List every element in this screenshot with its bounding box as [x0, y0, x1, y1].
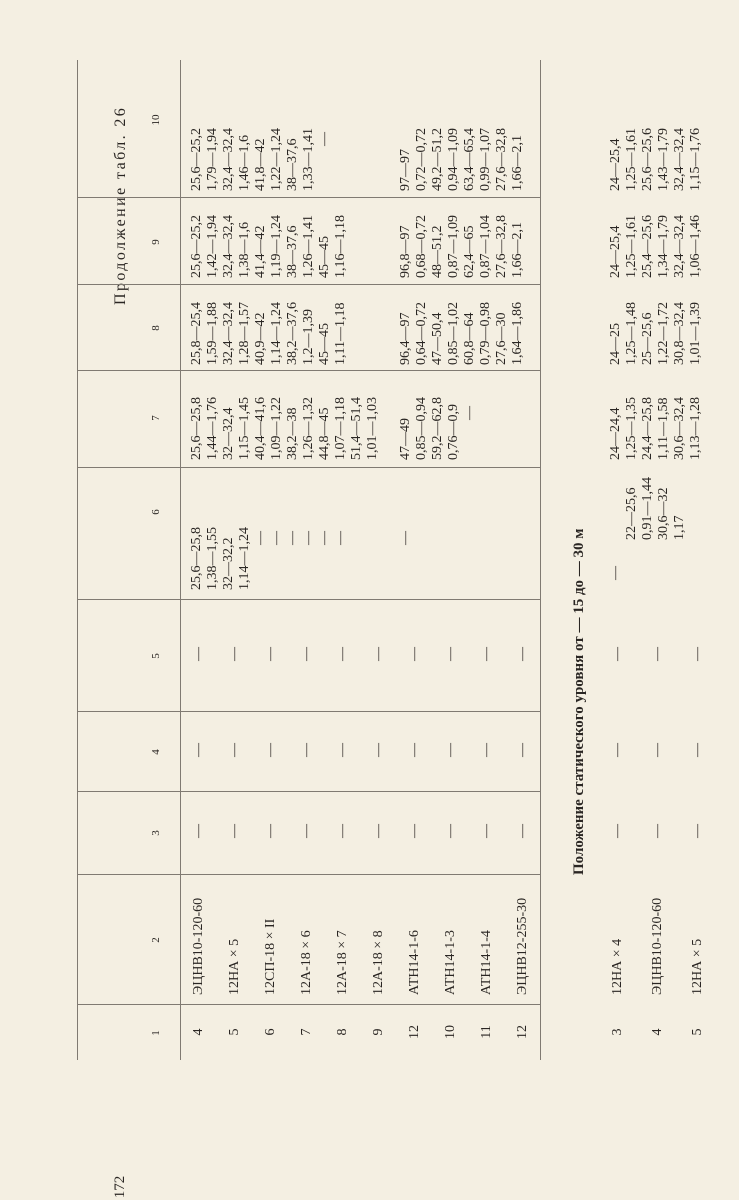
col-divider — [77, 599, 540, 600]
cell-col4: — — [263, 743, 278, 757]
cell-col3: — — [515, 824, 530, 838]
cell-col3: — — [299, 824, 314, 838]
row-number: 11 — [479, 1025, 494, 1039]
row-number: 4 — [191, 1028, 206, 1036]
cell-col3: — — [610, 824, 625, 838]
cell-col4: — — [191, 743, 206, 757]
cell-col4: — — [443, 743, 458, 757]
col-divider — [77, 1004, 540, 1005]
cell-col4: — — [690, 743, 705, 757]
table-continuation-header: Продолжение табл. 26 — [112, 105, 129, 305]
cell-col3: — — [690, 824, 705, 838]
column-number: 9 — [150, 239, 162, 245]
pump-type: 12НА × 5 — [227, 938, 242, 995]
pump-type: АТН14-1-3 — [443, 930, 458, 995]
column-number: 8 — [150, 325, 162, 331]
cell-col3: — — [371, 824, 386, 838]
pump-type: 12А-18 × 8 — [371, 930, 386, 995]
cell-col10-section2: 24—25,4 1,25—1,61 25,6—25,6 1,43—1,79 32,4—32,4 1,15—1,76 — [608, 128, 703, 191]
cell-col4: — — [650, 743, 665, 757]
pump-type: 12НА × 4 — [610, 938, 625, 995]
pump-type: ЭЦНВ12-255-30 — [515, 897, 530, 995]
cell-col7-section2: 24—24,4 1,25—1,35 24,4—25,8 1,11—1,58 30,6—32,4 1,13—1,28 — [608, 397, 703, 460]
row-number: 10 — [443, 1025, 458, 1039]
cell-col9-group-right: 96,8—97 0,68—0,72 48—51,2 0,87—1,09 62,4—65 0,87—1,04 27,6—32,8 1,66—2,1 — [398, 215, 525, 278]
cell-col4: — — [479, 743, 494, 757]
column-number: 10 — [150, 114, 162, 126]
cell-col8-group-right: 96,4—97 0,64—0,72 47—50,4 0,85—1,02 60,8—64 0,79—0,98 27,6—30 1,64—1,86 — [398, 302, 525, 365]
cell-col5: — — [443, 647, 458, 661]
cell-col8-group-left: 25,8—25,4 1,59—1,88 32,4—32,4 1,28—1,57 40,9—42 1,14—1,24 38,2—37,6 1,2—1,39 45—45 1,11—1,18 — [189, 302, 348, 365]
pump-type: ЭЦНВ10-120-60 — [191, 897, 206, 995]
cell-col3: — — [191, 824, 206, 838]
cell-col4: — — [515, 743, 530, 757]
column-number: 6 — [150, 509, 162, 515]
cell-col5: — — [690, 647, 705, 661]
cell-col5: — — [515, 647, 530, 661]
cell-col5: — — [335, 647, 350, 661]
cell-col8-section2: 24—25 1,25—1,48 25—25,6 1,22—1,72 30,8—32,4 1,01—1,39 — [608, 302, 703, 365]
pump-type: 12А-18 × 7 — [335, 930, 350, 995]
cell-col5: — — [299, 647, 314, 661]
cell-col4: — — [227, 743, 242, 757]
column-number: 4 — [150, 749, 162, 755]
cell-col5: — — [263, 647, 278, 661]
pump-type: АТН14-1-4 — [479, 930, 494, 995]
cell-col9-section2: 24—25,4 1,25—1,61 25,4—25,6 1,34—1,79 32,4—32,4 1,06—1,46 — [608, 215, 703, 278]
column-number: 5 — [150, 653, 162, 659]
section-heading: Положение статического уровня от — 15 до — 30 м — [571, 528, 587, 875]
cell-col3: — — [443, 824, 458, 838]
row-number: 5 — [227, 1028, 242, 1036]
col-divider — [77, 874, 540, 875]
cell-col7-group-left: 25,6—25,8 1,44—1,76 32—32,4 1,15—1,45 40,4—41,6 1,09—1,22 38,2—38 1,26—1,32 44,8—45 1,07—1,18 51,4—51,4 1,01—1,03 — [189, 397, 380, 460]
cell-col5: — — [371, 647, 386, 661]
cell-col6-section2: — 22—25,6 0,91—1,44 30,6—32 1,17 — [608, 477, 687, 580]
column-number: 1 — [150, 1030, 162, 1036]
cell-col4: — — [371, 743, 386, 757]
col-divider — [77, 791, 540, 792]
cell-col4: — — [335, 743, 350, 757]
col-divider — [77, 467, 540, 468]
cell-col4: — — [299, 743, 314, 757]
cell-col6-group-right: — — [398, 531, 413, 545]
cell-col7-group-right: 47—49 0,85—0,94 59,2—62,8 0,76—0,9 — — [398, 397, 477, 460]
cell-col3: — — [335, 824, 350, 838]
pump-type: 12А-18 × 6 — [299, 930, 314, 995]
column-number: 3 — [150, 830, 162, 836]
cell-col5: — — [650, 647, 665, 661]
cell-col3: — — [407, 824, 422, 838]
row-number: 4 — [650, 1028, 665, 1036]
pump-type: 12НА × 5 — [690, 938, 705, 995]
cell-col5: — — [191, 647, 206, 661]
cell-col4: — — [610, 743, 625, 757]
cell-col3: — — [263, 824, 278, 838]
row-number: 9 — [371, 1028, 386, 1036]
cell-col5: — — [610, 647, 625, 661]
pump-type: ЭЦНВ10-120-60 — [650, 897, 665, 995]
pump-type: АТН14-1-6 — [407, 930, 422, 995]
cell-col5: — — [407, 647, 422, 661]
col-divider — [77, 711, 540, 712]
row-number: 6 — [263, 1028, 278, 1036]
table-header-rule — [180, 60, 181, 1060]
pump-type: 12СП-18 × II — [263, 918, 278, 995]
column-number: 7 — [150, 415, 162, 421]
row-number: 7 — [299, 1028, 314, 1036]
row-number: 12 — [515, 1025, 530, 1039]
cell-col9-group-left: 25,6—25,2 1,42—1,94 32,4—32,4 1,38—1,6 41,4—42 1,19—1,24 38—37,6 1,26—1,41 45—45 1,16—1,18 — [189, 215, 348, 278]
cell-col10-group-left: 25,6—25,2 1,79—1,94 32,4—32,4 1,46—1,6 41,8—42 1,22—1,24 38—37,6 1,33—1,41 — — [189, 128, 332, 191]
cell-col4: — — [407, 743, 422, 757]
cell-col3: — — [227, 824, 242, 838]
cell-col5: — — [479, 647, 494, 661]
column-number: 2 — [150, 937, 162, 943]
row-number: 3 — [610, 1028, 625, 1036]
row-number: 12 — [407, 1025, 422, 1039]
table-top-rule — [77, 60, 78, 1060]
cell-col10-group-right: 97—97 0,72—0,72 49,2—51,2 0,94—1,09 63,4—65,4 0,99—1,07 27,6—32,8 1,66—2,1 — [398, 128, 525, 191]
cell-col5: — — [227, 647, 242, 661]
row-number: 5 — [690, 1028, 705, 1036]
cell-col3: — — [650, 824, 665, 838]
page-number: 172 — [112, 1175, 128, 1199]
row-number: 8 — [335, 1028, 350, 1036]
cell-col6-group-left: 25,6—25,8 1,38—1,55 32—32,2 1,14—1,24 — — — — — — — [189, 527, 348, 590]
cell-col3: — — [479, 824, 494, 838]
table-bottom-rule — [540, 60, 541, 1060]
